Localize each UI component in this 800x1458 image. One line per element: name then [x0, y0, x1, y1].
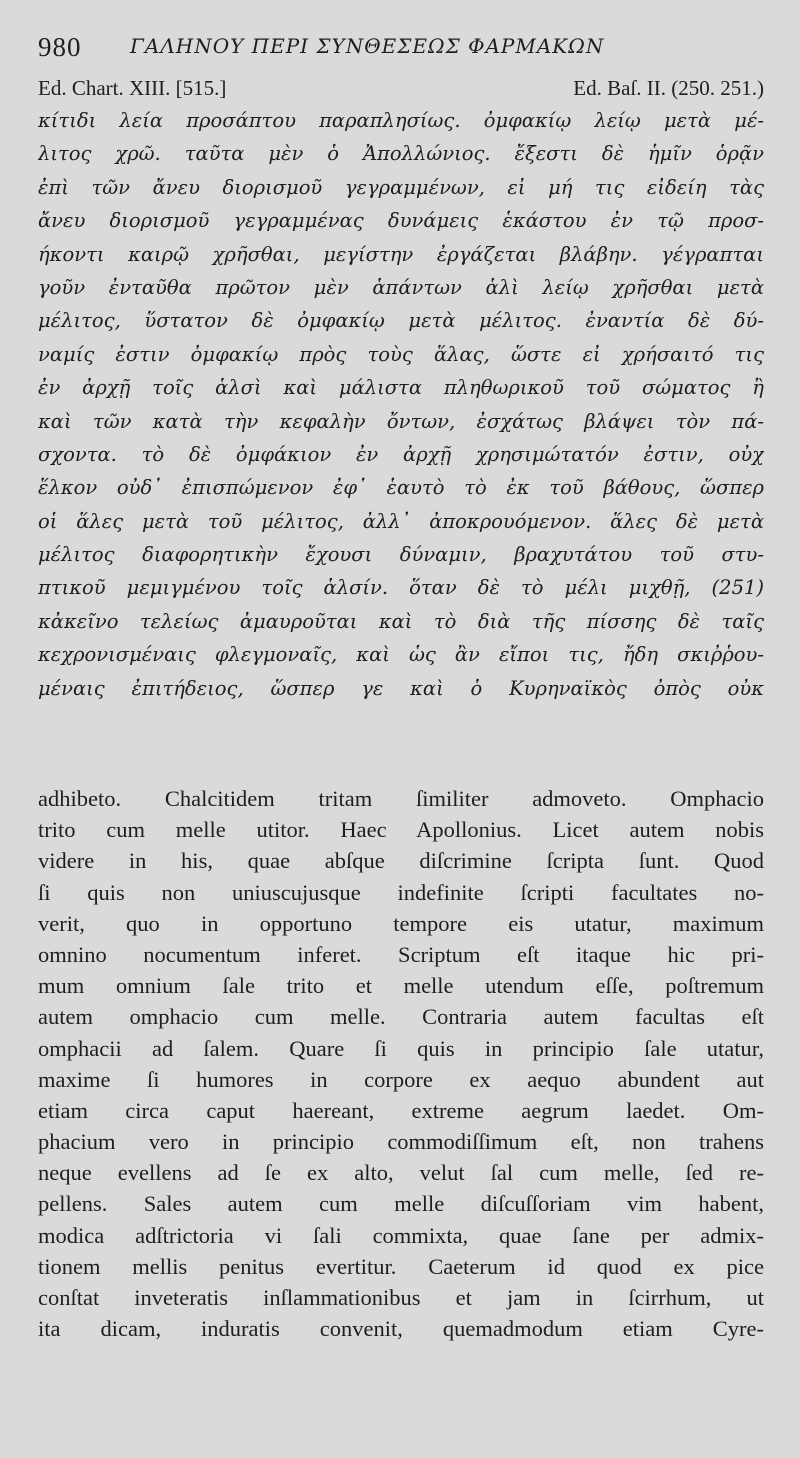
- running-head: [38, 30, 778, 66]
- edition-basel-reference: Ed. Baſ. II. (250. 251.): [573, 76, 764, 100]
- latin-text-line: omnino nocumentum inferet. Scriptum eſt itaque hic pri-: [38, 941, 764, 967]
- latin-text-line: trito cum melle utitor. Haec Apollonius. Licet autem nobis: [38, 817, 764, 843]
- latin-text-line: autem omphacio cum melle. Contraria autem facultas eſt: [38, 1004, 764, 1030]
- greek-text-line: ἕλκον οὐδ᾽ ἐπισπώμενον ἐφ᾽ ἑαυτὸ τὸ ἐκ τοῦ βάθους, ὥσπερ: [38, 476, 764, 500]
- greek-text-line: γοῦν ἐνταῦθα πρῶτον μὲν ἁπάντων ἁλὶ λείῳ χρῆσθαι μετὰ: [38, 275, 764, 299]
- page-number: 980: [38, 32, 82, 62]
- latin-text-line: maxime ſi humores in corpore ex aequo abundent aut: [38, 1066, 764, 1092]
- greek-text-line: ἄνευ διορισμοῦ γεγραμμένας δυνάμεις ἑκάστου ἐν τῷ προσ-: [38, 209, 764, 233]
- greek-text-line: κἀκεῖνο τελείως ἀμαυροῦται καὶ τὸ διὰ τῆς πίσσης δὲ ταῖς: [38, 609, 764, 633]
- latin-text-line: pellens. Sales autem cum melle diſcuſſoriam vim habent,: [38, 1191, 764, 1217]
- latin-text-block: [38, 783, 764, 1344]
- greek-text-line: κεχρονισμέναις φλεγμοναῖς, καὶ ὡς ἂν εἴποι τις, ἤδη σκιῤῥου-: [38, 643, 764, 667]
- greek-text-line: μέναις ἐπιτήδειος, ὥσπερ γε καὶ ὁ Κυρηναϊκὸς ὀπὸς οὐκ: [38, 676, 764, 700]
- greek-text-line: πτικοῦ μεμιγμένου τοῖς ἁλσίν. ὅταν δὲ τὸ μέλι μιχθῇ, (251): [38, 576, 764, 600]
- greek-text-line: λιτος χρῶ. ταῦτα μὲν ὁ Ἀπολλώνιος. ἔξεστι δὲ ἡμῖν ὁρᾷν: [38, 142, 764, 166]
- edition-chartier-reference: Ed. Chart. XIII. [515.]: [38, 76, 227, 100]
- greek-text-line: μέλιτος διαφορητικὴν ἔχουσι δύναμιν, βραχυτάτου τοῦ στυ-: [38, 543, 764, 567]
- greek-text-line: μέλιτος, ὕστατον δὲ ὀμφακίῳ μετὰ μέλιτος. ἐναντία δὲ δύ-: [38, 309, 764, 333]
- latin-text-line: adhibeto. Chalcitidem tritam ſimiliter admoveto. Omphacio: [38, 786, 764, 811]
- latin-text-line: etiam circa caput haereant, extreme aegrum laedet. Om-: [38, 1097, 764, 1123]
- edition-reference-line: [38, 76, 764, 102]
- latin-text-line: neque evellens ad ſe ex alto, velut ſal cum melle, ſed re-: [38, 1160, 764, 1186]
- latin-text-line: videre in his, quae abſque diſcrimine ſcripta ſunt. Quod: [38, 848, 764, 874]
- latin-text-line: mum omnium ſale trito et melle utendum eſſe, poſtremum: [38, 973, 764, 999]
- latin-text-line: verit, quo in opportuno tempore eis utatur, maximum: [38, 910, 764, 936]
- greek-text-line: καὶ τῶν κατὰ τὴν κεφαλὴν ὄντων, ἐσχάτως βλάψει τὸν πά-: [38, 409, 764, 433]
- greek-text-line: σχοντα. τὸ δὲ ὀμφάκιον ἐν ἀρχῇ χρησιμώτατόν ἐστιν, οὐχ: [38, 442, 764, 466]
- running-title: ΓΑΛΗΝΟΥ ΠΕΡΙ ΣΥΝΘΕΣΕΩΣ ΦΑΡΜΑΚΩΝ: [130, 34, 605, 58]
- greek-text-line: οἱ ἅλες μετὰ τοῦ μέλιτος, ἀλλ᾽ ἀποκρουόμενον. ἅλες δὲ μετὰ: [38, 509, 764, 533]
- latin-text-line: modica adſtrictoria vi ſali commixta, quae ſane per admix-: [38, 1222, 764, 1248]
- latin-text-line: tionem mellis penitus evertitur. Caeterum id quod ex pice: [38, 1253, 764, 1279]
- latin-text-line: ſi quis non uniuscujusque indefinite ſcripti facultates no-: [38, 879, 764, 905]
- latin-text-line: phacium vero in principio commodiſſimum eſt, non trahens: [38, 1129, 764, 1155]
- greek-text-line: ναμίς ἐστιν ὀμφακίῳ πρὸς τοὺς ἅλας, ὥστε εἰ χρήσαιτό τις: [38, 342, 764, 366]
- greek-text-line: ἐν ἀρχῇ τοῖς ἁλσὶ καὶ μάλιστα πληθωρικοῦ τοῦ σώματος ἢ: [38, 376, 764, 400]
- latin-text-line: ita dicam, induratis convenit, quemadmodum etiam Cyre-: [38, 1316, 764, 1342]
- greek-text-line: κίτιδι λεία προσάπτου παραπλησίως. ὀμφακίῳ λείῳ μετὰ μέ-: [38, 109, 764, 132]
- latin-text-line: conſtat inveteratis inſlammationibus et jam in ſcirrhum, ut: [38, 1285, 764, 1310]
- greek-text-line: ἐπὶ τῶν ἄνευ διορισμοῦ γεγραμμένων, εἰ μή τις εἰδείη τὰς: [38, 175, 764, 199]
- greek-text-line: ήκοντι καιρῷ χρῆσθαι, μεγίστην ἐργάζεται βλάβην. γέγραπται: [38, 242, 764, 266]
- greek-text-block: [38, 104, 764, 705]
- latin-text-line: omphacii ad ſalem. Quare ſi quis in principio ſale utatur,: [38, 1035, 764, 1061]
